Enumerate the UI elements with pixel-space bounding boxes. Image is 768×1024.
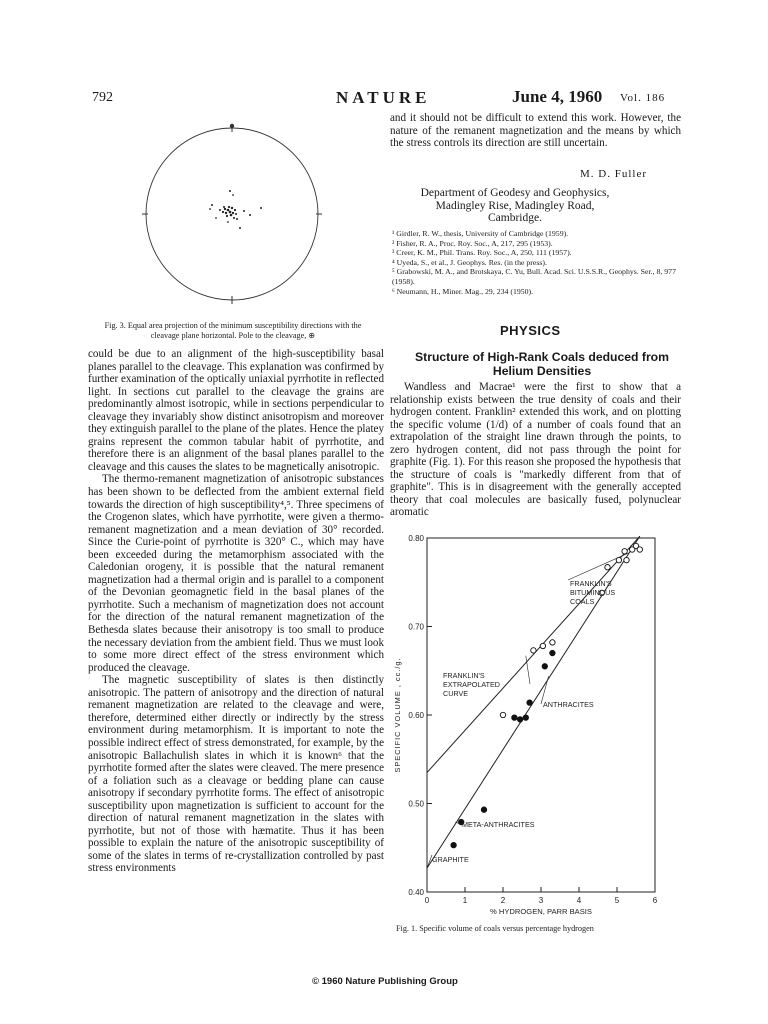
- anthracite-point: [481, 807, 486, 812]
- x-tick-label: 2: [500, 896, 506, 905]
- article-body: Wandless and Macrae¹ were the first to show that a relationship exists between the true density of coals and their hydrogen content. Franklin² extended this work, and on plotting the specific volume (1/d) of a number of coals found that an extrapolation of the straight line drawn through the points, to zero hydrogen content, did not pass through the point for graphite (Fig. 1). For this reason she proposed the hypothesis that the structure of coals is "markedly different from that of graphite". This is in disagreement with the generally accepted theory that coal molecules are basically fused, polynuclear aromatic: [390, 381, 681, 519]
- x-axis-label: % HYDROGEN, PARR BASIS: [490, 907, 592, 916]
- anthracite-point: [517, 717, 522, 722]
- y-tick-label: 0.60: [408, 711, 424, 720]
- bituminous-point: [624, 557, 629, 562]
- chart-annotation: EXTRAPOLATED: [443, 680, 500, 689]
- chart-annotation: GRAPHITE: [432, 855, 469, 864]
- copyright-footer: © 1960 Nature Publishing Group: [312, 976, 458, 987]
- page-number: 792: [92, 90, 113, 105]
- x-tick-label: 6: [652, 896, 658, 905]
- bituminous-point: [622, 549, 627, 554]
- bituminous-point: [550, 640, 555, 645]
- chart-annotation: COALS: [570, 597, 595, 606]
- y-tick-label: 0.80: [408, 534, 424, 543]
- bituminous-point: [531, 648, 536, 653]
- x-tick-label: 5: [614, 896, 620, 905]
- reference-item: ² Fisher, R. A., Proc. Roy. Soc., A, 217, 295 (1953).: [392, 238, 553, 248]
- susceptibility-points: [209, 190, 262, 229]
- volume-label: Vol. 186: [620, 92, 666, 104]
- chart-annotation: FRANKLIN'S: [443, 671, 485, 680]
- y-axis-label: SPECIFIC VOLUME , cc./g.: [393, 657, 402, 773]
- reference-item: ⁶ Neumann, H., Miner. Mag., 29, 234 (1950).: [392, 286, 534, 296]
- anthracite-point: [550, 650, 555, 655]
- anthracite-point: [542, 664, 547, 669]
- paragraph: The magnetic susceptibility of slates is then distinctly anisotropic. The pattern of anisotropy and the direction of natural remanent magnetization are related to the cleavage and were, therefore, determined either directly or indirectly by the stress environment during metamorphism. It is important to note the possible indirect effect of stress demonstrated, for example, by the anisotropic Ballachulish slates in which it is known⁶ that the pyrrhotite formed after the slates were cleaved. The mere presence of a foliation such as a cleavage or bedding plane can cause anisotropy if secondary pyrrhotite forms. The effect of anisotropic susceptibility upon magnetization is sufficient to account for the direction of natural remanent magnetization in the slates with pyrrhotite, but not of those with hæmatite. Thus it has been possible to explain the nature of the anisotropic susceptibility of some of the slates in terms of re-crystallization controlled by past stress environments: [88, 674, 384, 875]
- anthracite-point: [451, 842, 456, 847]
- stereonet-circle: [146, 128, 318, 300]
- chart-annotation: BITUMINOUS: [570, 588, 616, 597]
- issue-date: June 4, 1960: [512, 87, 603, 106]
- reference-list: [392, 229, 682, 296]
- journal-title: NATURE: [336, 88, 431, 107]
- paragraph: could be due to an alignment of the high-susceptibility basal planes parallel to the cleavage. This explanation was confirmed by further examination of the optically uniaxial pyrrhotite in reflected light. In sections cut parallel to the cleavage the grains are predominantly almost isotropic, while in sections perpendicular to cleavage they invariably show distinct anisotropism and moreover they extinguish parallel to the plane of the plates. Hence the platey grains represent the common tabular habit of pyrrhotite, and therefore there is an alignment of the basal planes parallel to the cleavage and this causes the slates to be magnetically anisotropic.: [88, 348, 384, 473]
- y-tick-label: 0.70: [408, 622, 424, 632]
- reference-item: ⁵ Grabowski, M. A., and Brotskaya, C. Yu, Bull. Acad. Sci. U.S.S.R., Geophys. Ser., 8, 977 (1958).: [392, 267, 676, 286]
- chart-annotation: ANTHRACITES: [543, 700, 594, 709]
- bituminous-point: [637, 547, 642, 552]
- bituminous-point: [540, 643, 545, 648]
- anthracite-point: [527, 700, 532, 705]
- trend-line: [427, 536, 640, 772]
- figure-3-caption: Fig. 3. Equal area projection of the minimum susceptibility directions with the cleavage plane horizontal. Pole to the cleavage, ⊕: [104, 321, 362, 340]
- x-tick-label: 1: [462, 896, 468, 905]
- chart-annotation: FRANKLIN'S: [570, 579, 612, 588]
- right-column-intro: and it should not be difficult to extend this work. However, the nature of the remanent magnetization and the means by which the stress controls its direction are still uncertain.: [390, 112, 681, 150]
- reference-item: ⁴ Uyeda, S., et al., J. Geophys. Res. (in the press).: [392, 257, 547, 267]
- bituminous-point: [500, 712, 505, 717]
- figure-1-caption: Fig. 1. Specific volume of coals versus percentage hydrogen: [396, 924, 594, 933]
- chart-annotation: CURVE: [443, 689, 469, 698]
- x-tick-label: 3: [538, 896, 544, 905]
- affiliation: Department of Geodesy and Geophysics, Madingley Rise, Madingley Road, Cambridge.: [420, 187, 610, 225]
- left-column-text: [88, 348, 384, 875]
- y-tick-label: 0.40: [408, 888, 424, 897]
- anthracite-point: [523, 715, 528, 720]
- y-tick-label: 0.50: [408, 799, 424, 809]
- figure-1-chart: [380, 528, 680, 920]
- bituminous-point: [605, 565, 610, 570]
- paragraph: The thermo-remanent magnetization of anisotropic substances has been shown to be deflected from the ambient external field towards the direction of high susceptibility⁴,⁵. Three specimens of the Crogenon slates, which have pyrrhotite, were given a thermo-remanent magnetization and a mean deviation of 30° recorded. Since the Curie-point of pyrrhotite is 320° C., which may have been exceeded during the metamorphism associated with the Caledonian orogeny, it is possible that the natural remanent magnetization had a thermal origin and is parallel to a component of the Devonian geomagnetic field in the basal planes of the pyrrhotite. Such a mechanism of magnetization does not account for the direction of the natural remanent magnetization of the Bethesda slates because their anisotropy is too small to produce the necessary deviation from the ambient field. Thus we must look to some more direct effect of the stress environment which produced the cleavage.: [88, 473, 384, 674]
- reference-item: ³ Creer, K. M., Phil. Trans. Roy. Soc., A, 250, 111 (1957).: [392, 248, 572, 258]
- x-tick-label: 0: [424, 896, 430, 905]
- reference-item: ¹ Girdler, R. W., thesis, University of Cambridge (1959).: [392, 229, 569, 238]
- figure-3-stereonet: [140, 118, 330, 318]
- anthracite-point: [512, 715, 517, 720]
- article-title: Structure of High-Rank Coals deduced from Helium Densities: [415, 350, 669, 378]
- section-heading: PHYSICS: [500, 323, 561, 338]
- pole-marker: [230, 124, 234, 128]
- x-tick-label: 4: [576, 896, 582, 905]
- annotation-leader: [568, 553, 628, 580]
- author-name: M. D. Fuller: [580, 168, 647, 180]
- plot-frame: [427, 538, 655, 892]
- chart-annotation: META-ANTHRACITES: [462, 820, 535, 829]
